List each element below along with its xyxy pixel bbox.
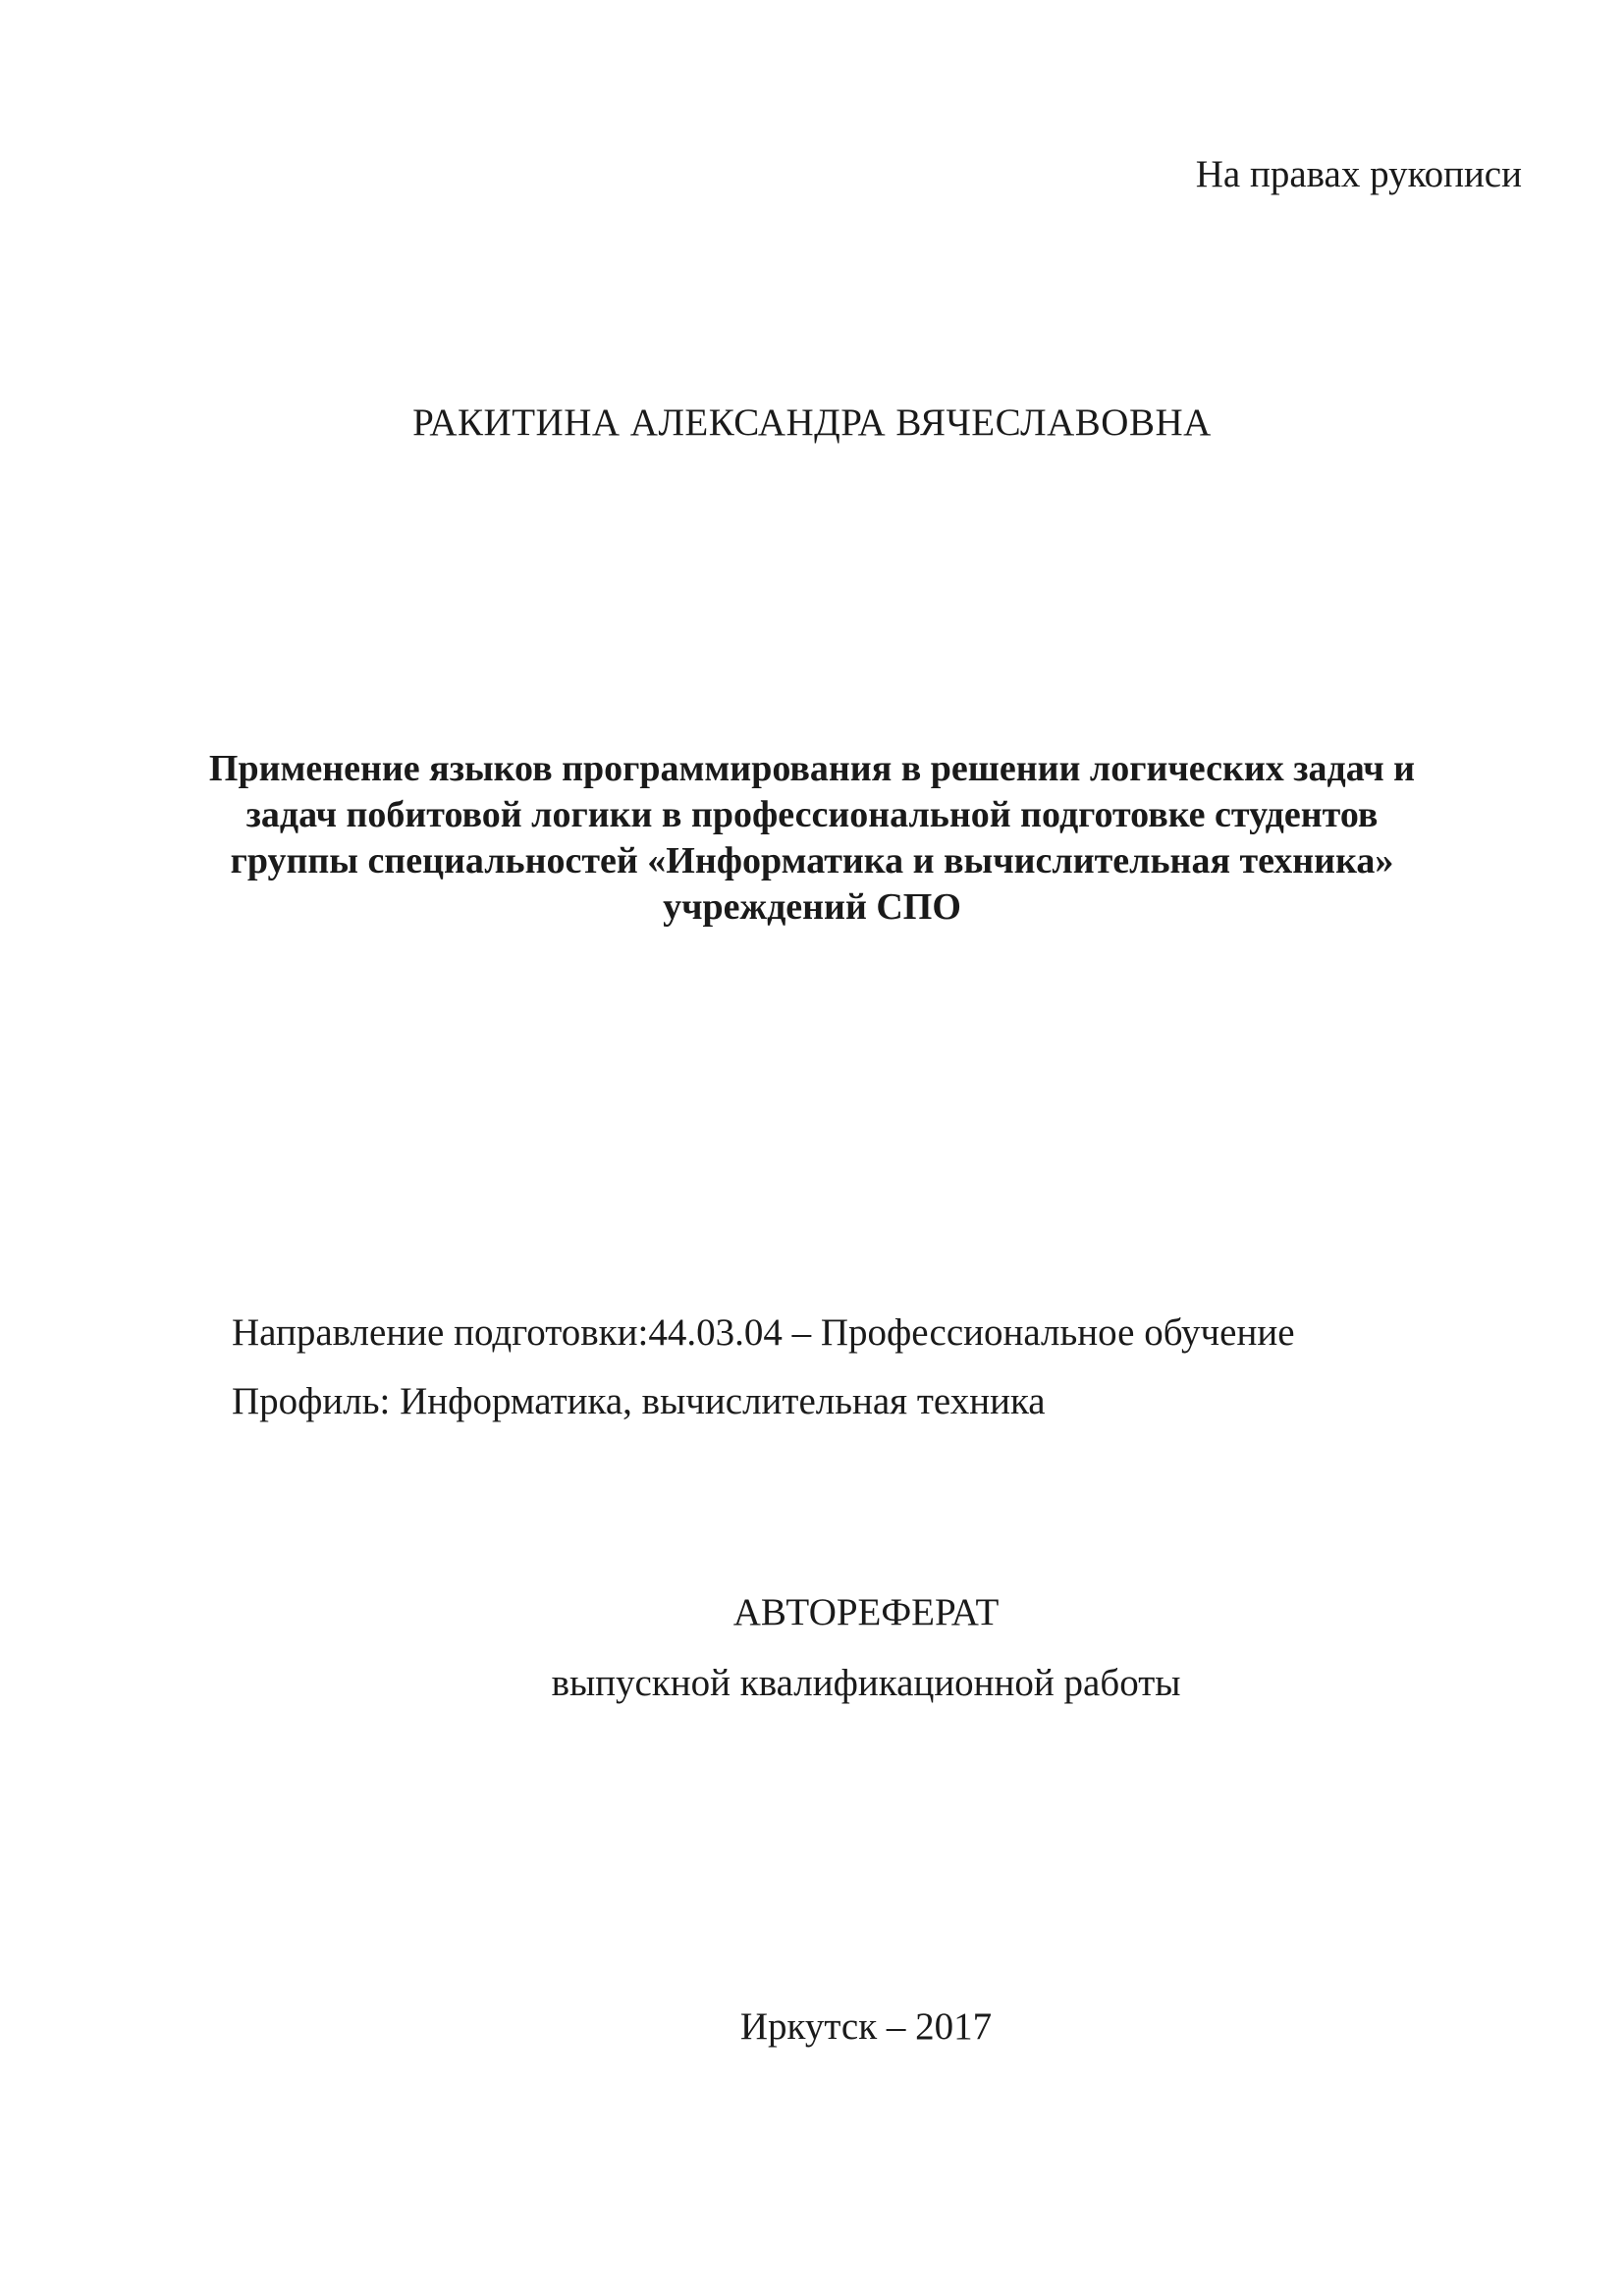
- title-line: учреждений СПО: [663, 886, 961, 928]
- title-line: группы специальностей «Информатика и вычислительная техника»: [230, 840, 1394, 881]
- author-name: РАКИТИНА АЛЕКСАНДРА ВЯЧЕСЛАВОВНА: [412, 401, 1212, 444]
- document-subtype: выпускной квалификационной работы: [551, 1662, 1181, 1704]
- document-type: АВТОРЕФЕРАТ: [732, 1591, 1000, 1633]
- title-line: задач побитовой логики в профессиональной подготовке студентов: [245, 794, 1379, 835]
- training-profile: Профиль: Информатика, вычислительная техника: [232, 1380, 1046, 1422]
- thesis-title: [196, 746, 1428, 931]
- title-line: Применение языков программирования в решении логических задач и: [208, 748, 1416, 789]
- manuscript-note: На правах рукописи: [1195, 153, 1522, 195]
- city-year: Иркутск – 2017: [739, 2005, 993, 2048]
- training-direction: Направление подготовки:44.03.04 – Профессиональное обучение: [232, 1311, 1295, 1354]
